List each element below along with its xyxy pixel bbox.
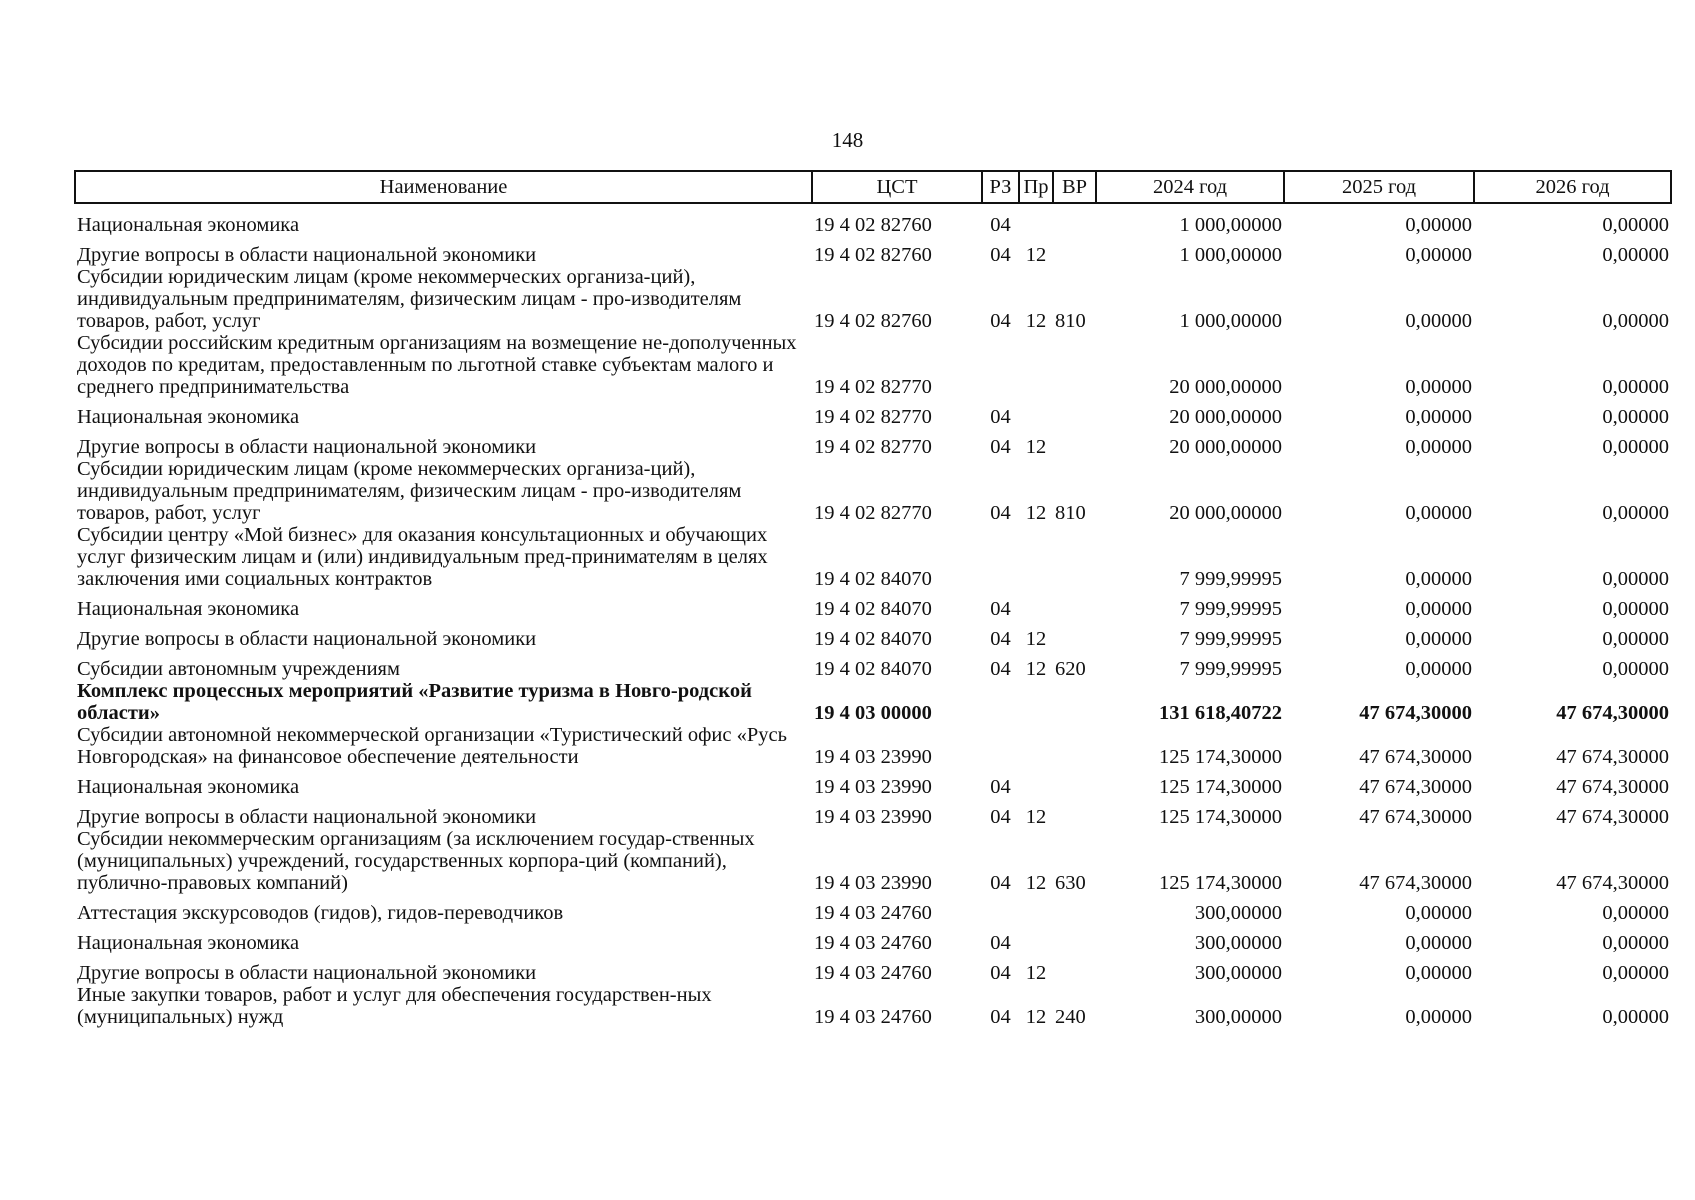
cell-2026: 0,00000 bbox=[1602, 598, 1669, 620]
cell-pr: 12 bbox=[1025, 436, 1047, 458]
cell-cst: 19 4 03 24760 bbox=[814, 1006, 932, 1028]
cell-2025: 47 674,30000 bbox=[1359, 872, 1472, 894]
cell-name: Субсидии юридическим лицам (кроме некоммерческих организа-ций), индивидуальным предпринимателям, физическим лицам - про-изводителям товаров, работ, услуг bbox=[77, 266, 742, 332]
cell-name: Другие вопросы в области национальной экономики bbox=[77, 962, 537, 984]
cell-vr: 620 bbox=[1055, 658, 1086, 680]
cell-2025: 0,00000 bbox=[1405, 310, 1472, 332]
cell-name: Национальная экономика bbox=[77, 776, 300, 798]
cell-name: Субсидии некоммерческим организациям (за исключением государ-ственных (муниципальных) учреждений, государственных корпора-ций (компаний), публично-правовых компаний) bbox=[77, 828, 755, 894]
cell-cst: 19 4 03 24760 bbox=[814, 902, 932, 924]
cell-name: Субсидии центру «Мой бизнес» для оказания консультационных и обучающих услуг физическим лицам и (или) индивидуальным пред-принимателям в целях заключения ими социальных контрактов bbox=[77, 524, 768, 590]
cell-2026: 0,00000 bbox=[1602, 902, 1669, 924]
cell-2025: 0,00000 bbox=[1405, 214, 1472, 236]
cell-name: Другие вопросы в области национальной экономики bbox=[77, 436, 537, 458]
cell-pr: 12 bbox=[1025, 962, 1047, 984]
table-row bbox=[75, 894, 1671, 924]
page-number: 148 bbox=[831, 128, 864, 152]
header-pr: Пр bbox=[1019, 171, 1053, 203]
cell-rz: 04 bbox=[990, 436, 1011, 458]
cell-2024: 300,00000 bbox=[1194, 962, 1282, 984]
cell-rz: 04 bbox=[990, 658, 1011, 680]
cell-2025: 0,00000 bbox=[1405, 568, 1472, 590]
cell-name: Другие вопросы в области национальной экономики bbox=[77, 244, 537, 266]
budget-table bbox=[74, 170, 1672, 1028]
cell-2026: 0,00000 bbox=[1602, 568, 1669, 590]
cell-rz: 04 bbox=[990, 872, 1011, 894]
cell-vr bbox=[1053, 768, 1096, 798]
cell-cst: 19 4 02 82770 bbox=[814, 406, 932, 428]
cell-cst: 19 4 02 84070 bbox=[814, 568, 932, 590]
cell-pr: 12 bbox=[1025, 628, 1047, 650]
header-2026: 2026 год bbox=[1474, 171, 1671, 203]
cell-2026: 0,00000 bbox=[1602, 310, 1669, 332]
cell-vr bbox=[1053, 428, 1096, 458]
cell-vr bbox=[1053, 620, 1096, 650]
cell-2026: 0,00000 bbox=[1602, 658, 1669, 680]
cell-vr bbox=[1053, 798, 1096, 828]
cell-pr bbox=[1019, 924, 1053, 954]
cell-2024: 20 000,00000 bbox=[1169, 406, 1282, 428]
cell-name: Национальная экономика bbox=[77, 406, 300, 428]
cell-2024: 1 000,00000 bbox=[1179, 244, 1282, 266]
cell-2025: 0,00000 bbox=[1405, 244, 1472, 266]
cell-2025: 0,00000 bbox=[1405, 628, 1472, 650]
cell-name: Национальная экономика bbox=[77, 932, 300, 954]
cell-2025: 47 674,30000 bbox=[1359, 746, 1472, 768]
cell-rz: 04 bbox=[990, 806, 1011, 828]
cell-name: Национальная экономика bbox=[77, 598, 300, 620]
cell-name: Субсидии автономным учреждениям bbox=[77, 658, 400, 680]
table-body bbox=[75, 203, 1671, 1028]
cell-cst: 19 4 03 24760 bbox=[814, 962, 932, 984]
cell-rz: 04 bbox=[990, 406, 1011, 428]
cell-2026: 0,00000 bbox=[1602, 376, 1669, 398]
cell-vr bbox=[1053, 398, 1096, 428]
cell-cst: 19 4 02 82760 bbox=[814, 310, 932, 332]
cell-name: Субсидии автономной некоммерческой организации «Туристический офис «Русь Новгородская» на финансовое обеспечение деятельности bbox=[77, 724, 787, 768]
cell-pr bbox=[1019, 203, 1053, 236]
cell-cst: 19 4 03 23990 bbox=[814, 746, 932, 768]
cell-pr: 12 bbox=[1025, 502, 1047, 524]
cell-vr bbox=[1053, 203, 1096, 236]
cell-2024: 20 000,00000 bbox=[1169, 376, 1282, 398]
cell-2025: 0,00000 bbox=[1405, 658, 1472, 680]
cell-2026: 47 674,30000 bbox=[1556, 872, 1669, 894]
cell-vr: 240 bbox=[1055, 1006, 1086, 1028]
cell-2024: 7 999,99995 bbox=[1179, 568, 1282, 590]
cell-2024: 20 000,00000 bbox=[1169, 436, 1282, 458]
table-row bbox=[75, 428, 1671, 458]
cell-2024: 125 174,30000 bbox=[1159, 776, 1282, 798]
table-row bbox=[75, 590, 1671, 620]
cell-rz: 04 bbox=[990, 502, 1011, 524]
cell-pr: 12 bbox=[1025, 244, 1047, 266]
cell-rz: 04 bbox=[990, 962, 1011, 984]
cell-2026: 0,00000 bbox=[1602, 502, 1669, 524]
cell-2025: 0,00000 bbox=[1405, 902, 1472, 924]
cell-name: Субсидии юридическим лицам (кроме некоммерческих организа-ций), индивидуальным предпринимателям, физическим лицам - про-изводителям товаров, работ, услуг bbox=[77, 458, 742, 524]
cell-2026: 47 674,30000 bbox=[1556, 806, 1669, 828]
cell-2025: 0,00000 bbox=[1405, 406, 1472, 428]
header-2024: 2024 год bbox=[1096, 171, 1284, 203]
cell-rz: 04 bbox=[990, 776, 1011, 798]
cell-rz: 04 bbox=[990, 310, 1011, 332]
cell-cst: 19 4 02 82770 bbox=[814, 502, 932, 524]
cell-2026: 47 674,30000 bbox=[1556, 702, 1669, 724]
cell-vr bbox=[1053, 924, 1096, 954]
cell-pr bbox=[1019, 894, 1053, 924]
cell-2026: 0,00000 bbox=[1602, 244, 1669, 266]
table-row bbox=[75, 798, 1671, 828]
cell-2025: 47 674,30000 bbox=[1359, 806, 1472, 828]
cell-name: Другие вопросы в области национальной экономики bbox=[77, 806, 537, 828]
cell-pr: 12 bbox=[1025, 310, 1047, 332]
cell-vr: 810 bbox=[1055, 502, 1086, 524]
cell-name: Комплекс процессных мероприятий «Развитие туризма в Новго-родской области» bbox=[77, 680, 752, 724]
table-row bbox=[75, 332, 1671, 398]
header-cst: ЦСТ bbox=[812, 171, 982, 203]
cell-rz bbox=[982, 524, 1019, 590]
cell-2026: 0,00000 bbox=[1602, 932, 1669, 954]
cell-2026: 0,00000 bbox=[1602, 214, 1669, 236]
table-row bbox=[75, 650, 1671, 680]
table-row bbox=[75, 203, 1671, 236]
cell-2024: 20 000,00000 bbox=[1169, 502, 1282, 524]
cell-rz: 04 bbox=[990, 244, 1011, 266]
cell-rz bbox=[982, 332, 1019, 398]
cell-pr bbox=[1019, 524, 1053, 590]
cell-2024: 7 999,99995 bbox=[1179, 628, 1282, 650]
cell-rz bbox=[982, 724, 1019, 768]
cell-cst: 19 4 02 84070 bbox=[814, 598, 932, 620]
cell-pr bbox=[1019, 590, 1053, 620]
cell-pr: 12 bbox=[1025, 872, 1047, 894]
cell-vr: 810 bbox=[1055, 310, 1086, 332]
cell-name: Иные закупки товаров, работ и услуг для обеспечения государствен-ных (муниципальных) нужд bbox=[77, 984, 712, 1028]
cell-name: Аттестация экскурсоводов (гидов), гидов-переводчиков bbox=[77, 902, 564, 924]
cell-2024: 300,00000 bbox=[1194, 902, 1282, 924]
cell-rz bbox=[982, 680, 1019, 724]
cell-pr bbox=[1019, 398, 1053, 428]
cell-pr bbox=[1019, 680, 1053, 724]
cell-vr bbox=[1053, 724, 1096, 768]
cell-2025: 47 674,30000 bbox=[1359, 702, 1472, 724]
cell-2026: 0,00000 bbox=[1602, 628, 1669, 650]
table-row bbox=[75, 828, 1671, 894]
cell-pr bbox=[1019, 724, 1053, 768]
cell-pr: 12 bbox=[1025, 806, 1047, 828]
cell-cst: 19 4 02 82760 bbox=[814, 244, 932, 266]
table-row bbox=[75, 524, 1671, 590]
cell-2024: 300,00000 bbox=[1194, 1006, 1282, 1028]
cell-cst: 19 4 03 24760 bbox=[814, 932, 932, 954]
cell-2026: 47 674,30000 bbox=[1556, 746, 1669, 768]
header-rz: РЗ bbox=[982, 171, 1019, 203]
table-row bbox=[75, 984, 1671, 1028]
cell-vr bbox=[1053, 954, 1096, 984]
cell-rz: 04 bbox=[990, 932, 1011, 954]
cell-2026: 0,00000 bbox=[1602, 406, 1669, 428]
cell-2024: 131 618,40722 bbox=[1159, 702, 1282, 724]
cell-name: Субсидии российским кредитным организациям на возмещение не-дополученных доходов по кредитам, предоставленным по льготной ставке субъектам малого и среднего предпринимательства bbox=[77, 332, 797, 398]
cell-pr bbox=[1019, 332, 1053, 398]
cell-2024: 125 174,30000 bbox=[1159, 806, 1282, 828]
cell-rz bbox=[982, 894, 1019, 924]
cell-name: Национальная экономика bbox=[77, 214, 300, 236]
header-vr: ВР bbox=[1053, 171, 1096, 203]
cell-2025: 0,00000 bbox=[1405, 436, 1472, 458]
cell-2026: 0,00000 bbox=[1602, 436, 1669, 458]
cell-vr bbox=[1053, 332, 1096, 398]
cell-cst: 19 4 02 82770 bbox=[814, 376, 932, 398]
table-row bbox=[75, 620, 1671, 650]
cell-cst: 19 4 03 23990 bbox=[814, 872, 932, 894]
cell-2024: 300,00000 bbox=[1194, 932, 1282, 954]
cell-rz: 04 bbox=[990, 214, 1011, 236]
table-header-row bbox=[75, 171, 1671, 203]
cell-vr bbox=[1053, 524, 1096, 590]
table-row bbox=[75, 954, 1671, 984]
cell-cst: 19 4 03 00000 bbox=[814, 702, 932, 724]
header-2025: 2025 год bbox=[1284, 171, 1474, 203]
cell-vr bbox=[1053, 590, 1096, 620]
cell-vr bbox=[1053, 680, 1096, 724]
cell-name: Другие вопросы в области национальной экономики bbox=[77, 628, 537, 650]
cell-2024: 125 174,30000 bbox=[1159, 746, 1282, 768]
cell-cst: 19 4 02 82770 bbox=[814, 436, 932, 458]
cell-vr: 630 bbox=[1055, 872, 1086, 894]
table-row bbox=[75, 266, 1671, 332]
cell-cst: 19 4 03 23990 bbox=[814, 806, 932, 828]
cell-2025: 47 674,30000 bbox=[1359, 776, 1472, 798]
cell-2025: 0,00000 bbox=[1405, 502, 1472, 524]
cell-2024: 1 000,00000 bbox=[1179, 310, 1282, 332]
header-name: Наименование bbox=[75, 171, 812, 203]
table-row bbox=[75, 724, 1671, 768]
table-row bbox=[75, 398, 1671, 428]
cell-rz: 04 bbox=[990, 598, 1011, 620]
cell-2025: 0,00000 bbox=[1405, 962, 1472, 984]
cell-2024: 1 000,00000 bbox=[1179, 214, 1282, 236]
table-row bbox=[75, 924, 1671, 954]
cell-cst: 19 4 02 84070 bbox=[814, 628, 932, 650]
cell-2026: 0,00000 bbox=[1602, 1006, 1669, 1028]
cell-2024: 7 999,99995 bbox=[1179, 658, 1282, 680]
cell-2025: 0,00000 bbox=[1405, 1006, 1472, 1028]
cell-pr: 12 bbox=[1025, 658, 1047, 680]
cell-cst: 19 4 02 82760 bbox=[814, 214, 932, 236]
cell-cst: 19 4 02 84070 bbox=[814, 658, 932, 680]
table-row bbox=[75, 458, 1671, 524]
cell-2025: 0,00000 bbox=[1405, 932, 1472, 954]
cell-2025: 0,00000 bbox=[1405, 598, 1472, 620]
cell-vr bbox=[1053, 236, 1096, 266]
cell-2024: 7 999,99995 bbox=[1179, 598, 1282, 620]
cell-2026: 47 674,30000 bbox=[1556, 776, 1669, 798]
cell-pr bbox=[1019, 768, 1053, 798]
cell-cst: 19 4 03 23990 bbox=[814, 776, 932, 798]
cell-vr bbox=[1053, 894, 1096, 924]
table-row bbox=[75, 768, 1671, 798]
cell-rz: 04 bbox=[990, 1006, 1011, 1028]
cell-2025: 0,00000 bbox=[1405, 376, 1472, 398]
table-row bbox=[75, 236, 1671, 266]
cell-pr: 12 bbox=[1025, 1006, 1047, 1028]
table-row bbox=[75, 680, 1671, 724]
cell-rz: 04 bbox=[990, 628, 1011, 650]
cell-2024: 125 174,30000 bbox=[1159, 872, 1282, 894]
cell-2026: 0,00000 bbox=[1602, 962, 1669, 984]
